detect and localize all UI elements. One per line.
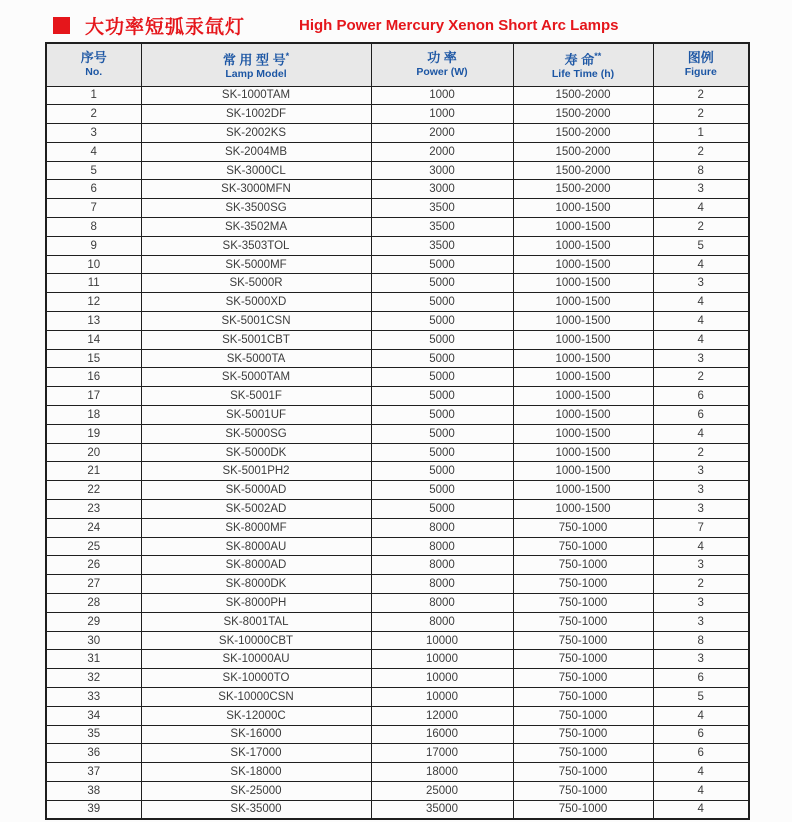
row-no-cell: 35 [46, 725, 141, 744]
table-row [46, 368, 749, 387]
figure-cell: 3 [653, 349, 749, 368]
life-time-cell: 1500-2000 [513, 105, 653, 124]
figure-cell: 4 [653, 424, 749, 443]
lamp-model-cell: SK-1000TAM [141, 86, 371, 105]
figure-cell: 3 [653, 462, 749, 481]
table-body [46, 86, 749, 819]
row-no-cell: 13 [46, 312, 141, 331]
table-row [46, 781, 749, 800]
lamp-model-cell: SK-8000PH [141, 594, 371, 613]
lamp-model-cell: SK-35000 [141, 800, 371, 819]
lamp-model-cell: SK-3503TOL [141, 236, 371, 255]
table-row [46, 142, 749, 161]
life-time-cell: 750-1000 [513, 744, 653, 763]
row-no-cell: 8 [46, 218, 141, 237]
table-row [46, 424, 749, 443]
row-no-cell: 18 [46, 406, 141, 425]
power-cell: 2000 [371, 124, 513, 143]
row-no-cell: 11 [46, 274, 141, 293]
row-no-cell: 4 [46, 142, 141, 161]
lamp-model-cell: SK-8000DK [141, 575, 371, 594]
column-header-lamp-model-en: Lamp Model [225, 68, 287, 81]
figure-cell: 2 [653, 218, 749, 237]
figure-cell: 4 [653, 706, 749, 725]
figure-cell: 4 [653, 199, 749, 218]
life-time-cell: 750-1000 [513, 575, 653, 594]
power-cell: 5000 [371, 500, 513, 519]
figure-cell: 3 [653, 180, 749, 199]
table-row [46, 161, 749, 180]
figure-cell: 4 [653, 763, 749, 782]
life-time-cell: 1500-2000 [513, 86, 653, 105]
lamp-model-cell: SK-5001CBT [141, 330, 371, 349]
life-time-cell: 1000-1500 [513, 293, 653, 312]
row-no-cell: 28 [46, 594, 141, 613]
row-no-cell: 19 [46, 424, 141, 443]
page-title-en: High Power Mercury Xenon Short Arc Lamps [299, 16, 619, 34]
life-time-cell: 750-1000 [513, 725, 653, 744]
lamp-model-cell: SK-3502MA [141, 218, 371, 237]
power-cell: 25000 [371, 781, 513, 800]
power-cell: 1000 [371, 105, 513, 124]
figure-cell: 8 [653, 631, 749, 650]
column-header-no-en: No. [85, 66, 103, 79]
row-no-cell: 38 [46, 781, 141, 800]
figure-cell: 4 [653, 800, 749, 819]
figure-cell: 1 [653, 124, 749, 143]
life-time-cell: 750-1000 [513, 612, 653, 631]
lamp-model-cell: SK-2004MB [141, 142, 371, 161]
figure-cell: 4 [653, 330, 749, 349]
life-time-cell: 1000-1500 [513, 330, 653, 349]
figure-cell: 6 [653, 725, 749, 744]
table-row [46, 199, 749, 218]
life-time-cell: 750-1000 [513, 706, 653, 725]
lamp-model-cell: SK-3000MFN [141, 180, 371, 199]
lamp-model-cell: SK-8000AD [141, 556, 371, 575]
power-cell: 1000 [371, 86, 513, 105]
table-row [46, 86, 749, 105]
life-time-cell: 750-1000 [513, 537, 653, 556]
table-row [46, 330, 749, 349]
figure-cell: 2 [653, 86, 749, 105]
life-time-cell: 1000-1500 [513, 500, 653, 519]
lamp-model-cell: SK-5001CSN [141, 312, 371, 331]
lamp-model-cell: SK-5000DK [141, 443, 371, 462]
table-row [46, 124, 749, 143]
table-row [46, 462, 749, 481]
life-time-cell: 1000-1500 [513, 387, 653, 406]
life-time-cell: 1000-1500 [513, 255, 653, 274]
lamp-model-cell: SK-8000AU [141, 537, 371, 556]
table-row [46, 669, 749, 688]
row-no-cell: 3 [46, 124, 141, 143]
life-time-cell: 1000-1500 [513, 312, 653, 331]
power-cell: 8000 [371, 518, 513, 537]
column-header-life-time-zh: 寿 命** [564, 51, 602, 68]
power-cell: 5000 [371, 481, 513, 500]
footnote-marker: * [285, 51, 290, 62]
life-time-cell: 1000-1500 [513, 368, 653, 387]
figure-cell: 2 [653, 368, 749, 387]
figure-cell: 7 [653, 518, 749, 537]
column-header-figure-en: Figure [684, 66, 717, 79]
power-cell: 5000 [371, 312, 513, 331]
row-no-cell: 36 [46, 744, 141, 763]
table-row [46, 706, 749, 725]
table-row [46, 443, 749, 462]
power-cell: 8000 [371, 612, 513, 631]
table-row [46, 763, 749, 782]
figure-cell: 3 [653, 612, 749, 631]
lamp-model-cell: SK-5000TA [141, 349, 371, 368]
life-time-cell: 750-1000 [513, 594, 653, 613]
table-row [46, 800, 749, 819]
life-time-cell: 1000-1500 [513, 406, 653, 425]
table-header-row [46, 43, 749, 86]
power-cell: 18000 [371, 763, 513, 782]
figure-cell: 4 [653, 293, 749, 312]
lamp-model-cell: SK-5000R [141, 274, 371, 293]
lamp-model-cell: SK-5001F [141, 387, 371, 406]
page-header [45, 0, 748, 40]
figure-cell: 4 [653, 781, 749, 800]
column-header-power-zh: 功 率 [427, 50, 457, 66]
power-cell: 3000 [371, 161, 513, 180]
power-cell: 5000 [371, 387, 513, 406]
power-cell: 3500 [371, 236, 513, 255]
table-row [46, 349, 749, 368]
row-no-cell: 22 [46, 481, 141, 500]
life-time-cell: 750-1000 [513, 650, 653, 669]
life-time-cell: 1000-1500 [513, 424, 653, 443]
row-no-cell: 23 [46, 500, 141, 519]
lamp-model-cell: SK-5000TAM [141, 368, 371, 387]
table-row [46, 274, 749, 293]
table-header [46, 43, 749, 86]
life-time-cell: 1500-2000 [513, 161, 653, 180]
power-cell: 5000 [371, 330, 513, 349]
life-time-cell: 1000-1500 [513, 236, 653, 255]
table-row [46, 500, 749, 519]
lamp-model-cell: SK-10000AU [141, 650, 371, 669]
power-cell: 8000 [371, 575, 513, 594]
table-row [46, 594, 749, 613]
table-row [46, 105, 749, 124]
life-time-cell: 750-1000 [513, 800, 653, 819]
row-no-cell: 34 [46, 706, 141, 725]
power-cell: 5000 [371, 349, 513, 368]
table-row [46, 537, 749, 556]
row-no-cell: 21 [46, 462, 141, 481]
figure-cell: 2 [653, 575, 749, 594]
row-no-cell: 14 [46, 330, 141, 349]
lamp-model-cell: SK-5002AD [141, 500, 371, 519]
figure-cell: 5 [653, 688, 749, 707]
table-row [46, 631, 749, 650]
table-row [46, 293, 749, 312]
figure-cell: 3 [653, 500, 749, 519]
life-time-cell: 750-1000 [513, 781, 653, 800]
table-row [46, 180, 749, 199]
table-row [46, 575, 749, 594]
page-title-zh: 大功率短弧汞氙灯 [85, 16, 246, 38]
power-cell: 5000 [371, 368, 513, 387]
table-row [46, 650, 749, 669]
life-time-cell: 1000-1500 [513, 199, 653, 218]
power-cell: 12000 [371, 706, 513, 725]
life-time-cell: 750-1000 [513, 518, 653, 537]
column-header-life-time-en: Life Time (h) [551, 68, 615, 81]
power-cell: 8000 [371, 556, 513, 575]
power-cell: 5000 [371, 424, 513, 443]
column-header-figure [653, 43, 749, 86]
column-header-power-en: Power (W) [416, 66, 468, 79]
lamp-model-cell: SK-5000AD [141, 481, 371, 500]
lamp-model-cell: SK-5000MF [141, 255, 371, 274]
table-row [46, 312, 749, 331]
figure-cell: 4 [653, 312, 749, 331]
row-no-cell: 29 [46, 612, 141, 631]
power-cell: 5000 [371, 406, 513, 425]
life-time-cell: 1000-1500 [513, 443, 653, 462]
table-row [46, 518, 749, 537]
figure-cell: 6 [653, 669, 749, 688]
row-no-cell: 15 [46, 349, 141, 368]
column-header-no [46, 43, 141, 86]
row-no-cell: 20 [46, 443, 141, 462]
table-row [46, 387, 749, 406]
lamps-table [45, 42, 750, 820]
table-row [46, 255, 749, 274]
life-time-cell: 750-1000 [513, 669, 653, 688]
power-cell: 3500 [371, 199, 513, 218]
row-no-cell: 2 [46, 105, 141, 124]
figure-cell: 5 [653, 236, 749, 255]
power-cell: 5000 [371, 293, 513, 312]
power-cell: 10000 [371, 688, 513, 707]
row-no-cell: 5 [46, 161, 141, 180]
power-cell: 10000 [371, 650, 513, 669]
row-no-cell: 12 [46, 293, 141, 312]
footnote-marker: ** [594, 51, 602, 62]
row-no-cell: 7 [46, 199, 141, 218]
power-cell: 5000 [371, 274, 513, 293]
lamp-model-cell: SK-1002DF [141, 105, 371, 124]
row-no-cell: 32 [46, 669, 141, 688]
column-header-lamp-model-zh: 常 用 型 号* [222, 51, 290, 68]
row-no-cell: 33 [46, 688, 141, 707]
column-header-life-time [513, 43, 653, 86]
life-time-cell: 1500-2000 [513, 124, 653, 143]
lamp-model-cell: SK-8001TAL [141, 612, 371, 631]
power-cell: 5000 [371, 255, 513, 274]
row-no-cell: 10 [46, 255, 141, 274]
table-row [46, 218, 749, 237]
table-row [46, 744, 749, 763]
figure-cell: 3 [653, 594, 749, 613]
power-cell: 17000 [371, 744, 513, 763]
lamp-model-cell: SK-8000MF [141, 518, 371, 537]
power-cell: 16000 [371, 725, 513, 744]
row-no-cell: 9 [46, 236, 141, 255]
table-row [46, 725, 749, 744]
table-row [46, 688, 749, 707]
table-row [46, 236, 749, 255]
table-row [46, 481, 749, 500]
lamp-model-cell: SK-10000CBT [141, 631, 371, 650]
power-cell: 2000 [371, 142, 513, 161]
lamp-model-cell: SK-12000C [141, 706, 371, 725]
table-row [46, 612, 749, 631]
row-no-cell: 24 [46, 518, 141, 537]
power-cell: 3500 [371, 218, 513, 237]
column-header-power [371, 43, 513, 86]
figure-cell: 4 [653, 255, 749, 274]
red-square-bullet-icon [53, 17, 70, 34]
life-time-cell: 1000-1500 [513, 481, 653, 500]
row-no-cell: 17 [46, 387, 141, 406]
figure-cell: 6 [653, 406, 749, 425]
life-time-cell: 1000-1500 [513, 349, 653, 368]
figure-cell: 4 [653, 537, 749, 556]
life-time-cell: 750-1000 [513, 631, 653, 650]
row-no-cell: 30 [46, 631, 141, 650]
row-no-cell: 37 [46, 763, 141, 782]
life-time-cell: 1000-1500 [513, 218, 653, 237]
life-time-cell: 750-1000 [513, 688, 653, 707]
column-header-figure-zh: 图例 [687, 50, 714, 66]
figure-cell: 2 [653, 443, 749, 462]
life-time-cell: 1000-1500 [513, 274, 653, 293]
power-cell: 5000 [371, 443, 513, 462]
power-cell: 8000 [371, 537, 513, 556]
row-no-cell: 16 [46, 368, 141, 387]
lamp-model-cell: SK-3500SG [141, 199, 371, 218]
lamp-model-cell: SK-2002KS [141, 124, 371, 143]
life-time-cell: 1500-2000 [513, 180, 653, 199]
life-time-cell: 1500-2000 [513, 142, 653, 161]
life-time-cell: 750-1000 [513, 763, 653, 782]
lamp-model-cell: SK-10000CSN [141, 688, 371, 707]
row-no-cell: 1 [46, 86, 141, 105]
column-header-lamp-model [141, 43, 371, 86]
row-no-cell: 6 [46, 180, 141, 199]
lamp-model-cell: SK-5001PH2 [141, 462, 371, 481]
row-no-cell: 31 [46, 650, 141, 669]
figure-cell: 6 [653, 387, 749, 406]
figure-cell: 3 [653, 481, 749, 500]
power-cell: 10000 [371, 669, 513, 688]
lamp-model-cell: SK-16000 [141, 725, 371, 744]
figure-cell: 3 [653, 274, 749, 293]
power-cell: 10000 [371, 631, 513, 650]
lamp-model-cell: SK-17000 [141, 744, 371, 763]
lamp-model-cell: SK-18000 [141, 763, 371, 782]
row-no-cell: 27 [46, 575, 141, 594]
table-row [46, 406, 749, 425]
life-time-cell: 1000-1500 [513, 462, 653, 481]
lamp-model-cell: SK-5001UF [141, 406, 371, 425]
column-header-no-zh: 序号 [80, 50, 107, 66]
row-no-cell: 26 [46, 556, 141, 575]
power-cell: 3000 [371, 180, 513, 199]
lamp-model-cell: SK-10000TO [141, 669, 371, 688]
figure-cell: 2 [653, 142, 749, 161]
power-cell: 5000 [371, 462, 513, 481]
table-row [46, 556, 749, 575]
lamp-model-cell: SK-3000CL [141, 161, 371, 180]
figure-cell: 8 [653, 161, 749, 180]
power-cell: 8000 [371, 594, 513, 613]
row-no-cell: 25 [46, 537, 141, 556]
figure-cell: 3 [653, 650, 749, 669]
row-no-cell: 39 [46, 800, 141, 819]
power-cell: 35000 [371, 800, 513, 819]
lamp-model-cell: SK-25000 [141, 781, 371, 800]
lamp-model-cell: SK-5000SG [141, 424, 371, 443]
figure-cell: 3 [653, 556, 749, 575]
figure-cell: 2 [653, 105, 749, 124]
life-time-cell: 750-1000 [513, 556, 653, 575]
figure-cell: 6 [653, 744, 749, 763]
lamp-model-cell: SK-5000XD [141, 293, 371, 312]
